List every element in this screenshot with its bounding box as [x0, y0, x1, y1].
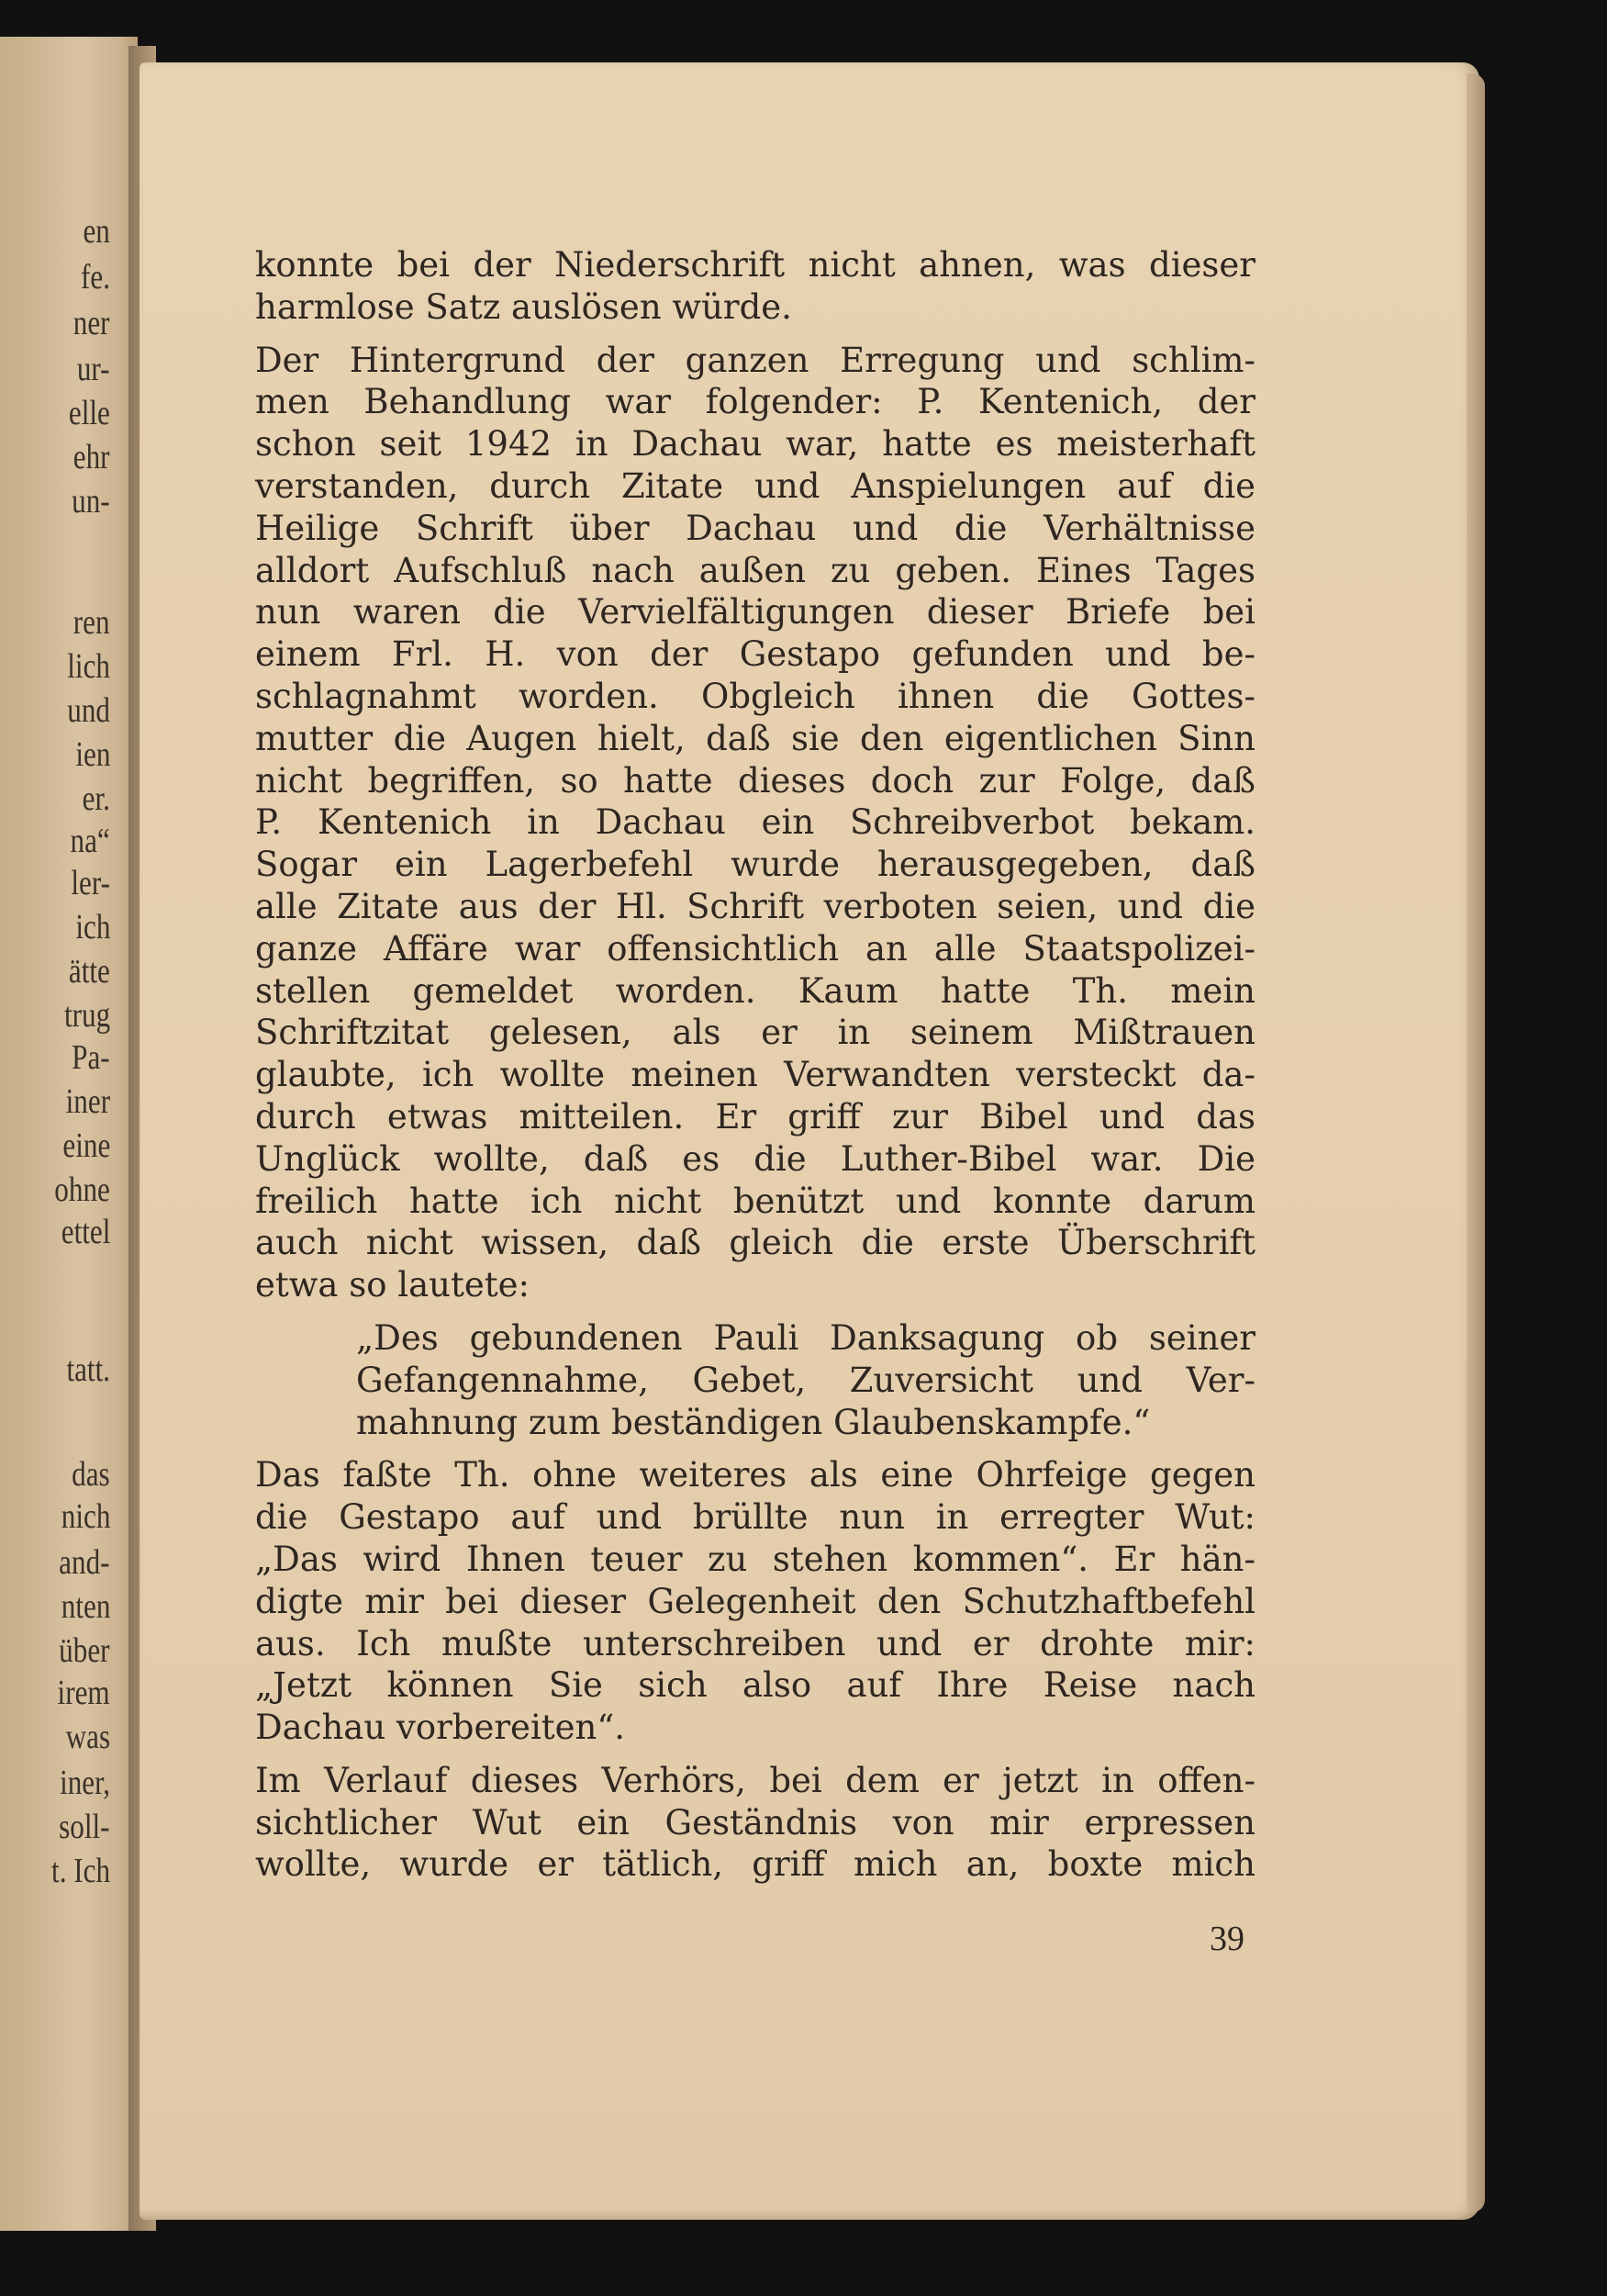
text-line: etwa so lautete: [255, 1265, 530, 1305]
text-line: alle Zitate aus der Hl. Schrift verboten seien, und die [255, 886, 1255, 926]
text-line: Das faßte Th. ohne weiteres als eine Ohrfeige gegen [255, 1455, 1255, 1495]
page-edge [1467, 73, 1485, 2212]
text-line: Im Verlauf dieses Verhörs, bei dem er jetzt in offen- [255, 1760, 1255, 1800]
facing-page-fragment: trug [63, 996, 110, 1035]
facing-page-fragment: Pa- [72, 1038, 110, 1077]
facing-page-fragment: und [67, 691, 110, 730]
facing-page-fragment: iner [65, 1082, 110, 1121]
text-line: Dachau vorbereiten“. [255, 1708, 626, 1748]
facing-page-fragment: er. [82, 779, 110, 818]
facing-page-fragment: eine [62, 1126, 110, 1165]
text-line: auch nicht wissen, daß gleich die erste Überschrift [255, 1223, 1255, 1263]
facing-page-fragment: fe. [80, 258, 110, 297]
facing-page-fragment: t. Ich [50, 1852, 110, 1890]
facing-page-fragment: en [83, 212, 110, 251]
text-line: mutter die Augen hielt, daß sie den eigentlichen Sinn [255, 718, 1255, 758]
facing-page-fragment: ätte [69, 952, 110, 991]
page-number: 39 [1210, 1920, 1244, 1958]
facing-page-fragment: ren [73, 603, 110, 642]
facing-page-fragment: ler- [71, 864, 110, 902]
text-line: freilich hatte ich nicht benützt und konnte darum [255, 1181, 1255, 1221]
facing-page [0, 37, 138, 2231]
text-line: Sogar ein Lagerbefehl wurde herausgegeben, daß [255, 845, 1255, 885]
facing-page-fragment: un- [72, 482, 110, 521]
facing-page-fragment: das [72, 1455, 110, 1494]
text-line: konnte bei der Niederschrift nicht ahnen, was dieser [255, 245, 1255, 285]
text-line: men Behandlung war folgender: P. Kentenich, der [255, 382, 1255, 422]
text-line: „Das wird Ihnen teuer zu stehen kommen“. Er hän- [255, 1539, 1255, 1579]
facing-page-fragment: nten [61, 1587, 110, 1626]
text-line: Unglück wollte, daß es die Luther-Bibel war. Die [255, 1138, 1255, 1179]
facing-page-fragment: ich [74, 908, 110, 946]
facing-page-fragment: and- [59, 1543, 110, 1582]
text-line: digte mir bei dieser Gelegenheit den Schutzhaftbefehl [255, 1581, 1255, 1621]
text-line: glaubte, ich wollte meinen Verwandten versteckt da- [255, 1055, 1255, 1095]
text-line: Heilige Schrift über Dachau und die Verhältnisse [255, 508, 1255, 548]
text-line: mahnung zum beständigen Glaubenskampfe.“ [356, 1402, 1151, 1442]
text-line: wollte, wurde er tätlich, griff mich an, boxte mich [255, 1844, 1255, 1885]
text-line: harmlose Satz auslösen würde. [255, 286, 792, 327]
paragraph [255, 1760, 1255, 1886]
paragraph [255, 244, 1255, 329]
text-line: sichtlicher Wut ein Geständnis von mir erpressen [255, 1802, 1255, 1842]
text-line: „Des gebundenen Pauli Danksagung ob seiner [356, 1317, 1255, 1358]
facing-page-fragment: irem [57, 1674, 110, 1712]
text-line: schon seit 1942 in Dachau war, hatte es meisterhaft [255, 424, 1255, 465]
facing-page-fragment: über [59, 1631, 110, 1670]
block-quote [255, 1317, 1255, 1443]
text-line: Schriftzitat gelesen, als er in seinem Mißtrauen [255, 1013, 1255, 1053]
paragraph [255, 340, 1255, 1306]
text-line: schlagnahmt worden. Obgleich ihnen die Gottes- [255, 676, 1255, 716]
text-line: nun waren die Vervielfältigungen dieser Briefe bei [255, 592, 1255, 633]
facing-page-fragment: ur- [77, 350, 110, 388]
text-line: stellen gemeldet worden. Kaum hatte Th. mein [255, 970, 1255, 1011]
facing-page-fragment: ehr [73, 438, 110, 476]
facing-page-fragment: iner, [60, 1764, 110, 1802]
facing-page-fragment: ner [73, 304, 110, 342]
facing-page-fragment: ohne [54, 1170, 110, 1209]
text-line: die Gestapo auf und brüllte nun in erregter Wut: [255, 1497, 1255, 1538]
facing-page-fragment: elle [69, 394, 110, 432]
text-line: nicht begriffen, so hatte dieses doch zur Folge, daß [255, 760, 1255, 801]
paragraph [255, 1454, 1255, 1749]
text-line: „Jetzt können Sie sich also auf Ihre Reise nach [255, 1665, 1255, 1706]
text-line: verstanden, durch Zitate und Anspielungen auf die [255, 465, 1255, 506]
facing-page-fragment: tatt. [66, 1350, 110, 1389]
text-line: ganze Affäre war offensichtlich an alle Staatspolizei- [255, 928, 1255, 969]
facing-page-fragment: ien [74, 735, 110, 774]
text-line: Der Hintergrund der ganzen Erregung und schlim- [255, 340, 1255, 380]
text-line: aus. Ich mußte unterschreiben und er drohte mir: [255, 1623, 1255, 1663]
body-text [255, 244, 1255, 1886]
text-line: einem Frl. H. von der Gestapo gefunden und be- [255, 634, 1255, 675]
facing-page-fragment: na“ [70, 822, 110, 860]
text-line: durch etwas mitteilen. Er griff zur Bibel und das [255, 1096, 1255, 1137]
text-line: alldort Aufschluß nach außen zu geben. Eines Tages [255, 550, 1255, 590]
facing-page-fragment: soll- [59, 1808, 110, 1846]
facing-page-fragment: ettel [61, 1213, 110, 1251]
text-line: Gefangennahme, Gebet, Zuversicht und Ver- [356, 1360, 1255, 1400]
text-line: P. Kentenich in Dachau ein Schreibverbot bekam. [255, 802, 1255, 843]
facing-page-fragment: nich [61, 1497, 110, 1536]
facing-page-fragment: lich [67, 647, 110, 686]
facing-page-fragment: was [65, 1718, 110, 1756]
